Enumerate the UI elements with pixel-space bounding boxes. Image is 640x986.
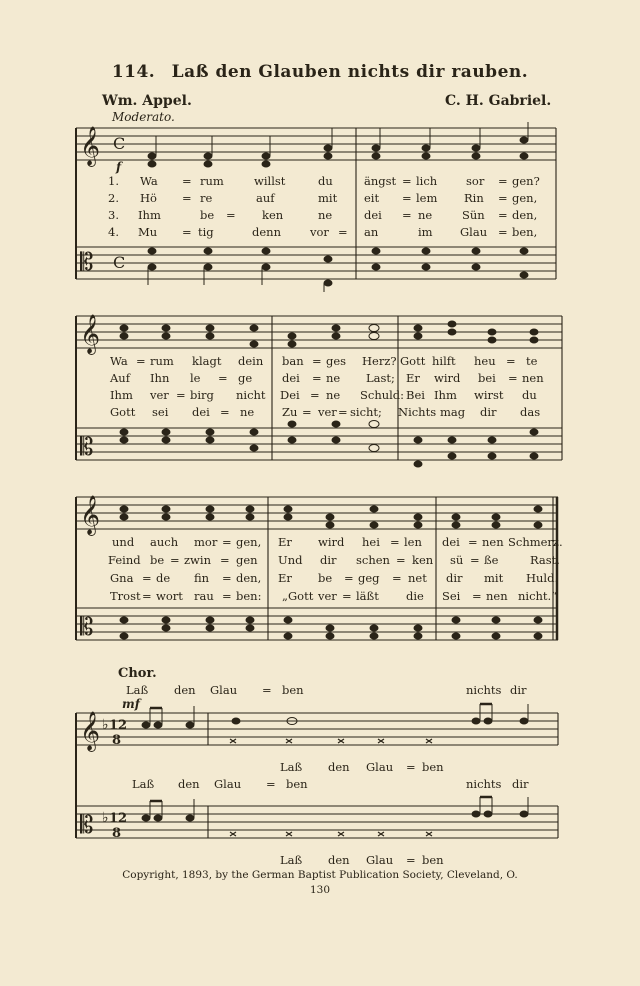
- lyric-syllable: dei: [282, 371, 300, 385]
- lyric-syllable: Ihm: [110, 388, 133, 402]
- lyric-syllable: ne: [326, 388, 341, 402]
- svg-text:8: 8: [112, 826, 122, 841]
- lyric-syllable: Auf: [110, 371, 130, 385]
- lyric-syllable: im: [418, 225, 433, 239]
- lyric-syllable: dir: [510, 683, 527, 697]
- lyric-syllable: =: [338, 405, 348, 419]
- lyric-syllable: ne: [418, 208, 433, 222]
- lyric-syllable: =: [506, 354, 516, 368]
- system-3-bass-staff: [76, 608, 558, 640]
- svg-text:12: 12: [109, 718, 128, 733]
- lyric-syllable: hei: [362, 535, 380, 549]
- lyric-syllable: tig: [198, 225, 214, 239]
- lyric-syllable: Schmerz.: [508, 535, 563, 549]
- lyric-syllable: dir: [320, 553, 337, 567]
- lyric-syllable: =: [142, 589, 152, 603]
- lyric-syllable: mor: [194, 535, 218, 549]
- chorus-treble-staff: [76, 713, 558, 745]
- lyric-syllable: =: [182, 225, 192, 239]
- chorus-upper-lyrics: [0, 683, 640, 699]
- lyric-syllable: =: [402, 174, 412, 188]
- lyric-syllable: auch: [150, 535, 179, 549]
- system-3-treble-staff: [76, 497, 558, 529]
- lyric-syllable: Glau: [460, 225, 488, 239]
- lyric-syllable: Huld.: [526, 571, 559, 585]
- lyric-syllable: ben: [286, 777, 308, 791]
- lyric-syllable: =: [344, 571, 354, 585]
- lyric-syllable: sei: [152, 405, 169, 419]
- lyric-syllable: Gott: [110, 405, 136, 419]
- lyric-syllable: =: [262, 683, 272, 697]
- lyric-syllable: re: [200, 191, 213, 205]
- lyric-syllable: wort: [156, 589, 183, 603]
- lyric-syllable: ne: [326, 371, 341, 385]
- dynamic-forte: f: [116, 160, 122, 174]
- lyric-syllable: net: [408, 571, 427, 585]
- lyric-syllable: Zu: [282, 405, 298, 419]
- lyric-syllable: Und: [278, 553, 303, 567]
- lyric-syllable: Wa: [110, 354, 128, 368]
- lyric-syllable: gen,: [512, 191, 538, 205]
- lyric-syllable: =: [136, 354, 146, 368]
- lyric-syllable: =: [472, 589, 482, 603]
- lyric-syllable: be: [200, 208, 215, 222]
- lyric-syllable: =: [182, 191, 192, 205]
- lyric-syllable: =: [342, 589, 352, 603]
- svg-text:C: C: [113, 134, 126, 153]
- svg-text:𝄡: 𝄡: [80, 811, 94, 839]
- system-3-verse-2: [0, 553, 640, 569]
- lyric-syllable: ge: [238, 371, 253, 385]
- lyric-syllable: wird: [318, 535, 345, 549]
- lyric-syllable: =: [222, 589, 232, 603]
- lyric-syllable: das: [520, 405, 541, 419]
- svg-text:𝄞: 𝄞: [80, 711, 101, 751]
- svg-text:𝄞: 𝄞: [80, 314, 101, 354]
- lyricist-credit: Wm. Appel.: [102, 93, 192, 109]
- chorus-middle-lyrics-a: [0, 760, 640, 776]
- lyric-syllable: ges: [326, 354, 347, 368]
- lyric-syllable: 4.: [108, 225, 119, 239]
- lyric-syllable: Mu: [138, 225, 158, 239]
- lyric-syllable: Last;: [366, 371, 395, 385]
- lyric-syllable: =: [170, 553, 180, 567]
- lyric-syllable: den: [328, 760, 350, 774]
- lyric-syllable: mag: [440, 405, 466, 419]
- lyric-syllable: Schuld:: [360, 388, 405, 402]
- lyric-syllable: nen: [486, 589, 508, 603]
- lyric-syllable: Laß: [280, 760, 303, 774]
- lyric-syllable: be: [150, 553, 165, 567]
- lyric-syllable: Er: [406, 371, 420, 385]
- lyric-syllable: Gott: [400, 354, 426, 368]
- lyric-syllable: 3.: [108, 208, 119, 222]
- copyright-notice: Copyright, 1893, by the German Baptist Publication Society, Cleveland, O.: [122, 869, 518, 881]
- svg-text:♭: ♭: [102, 717, 109, 733]
- lyric-syllable: rum: [200, 174, 224, 188]
- lyric-syllable: ben: [282, 683, 304, 697]
- lyric-syllable: dein: [238, 354, 264, 368]
- lyric-syllable: eit: [364, 191, 380, 205]
- system-1-verse-1: [0, 174, 640, 190]
- lyric-syllable: =: [310, 388, 320, 402]
- lyric-syllable: =: [142, 571, 152, 585]
- lyric-syllable: =: [220, 553, 230, 567]
- system-2-verse-1: [0, 354, 640, 370]
- lyric-syllable: dei: [442, 535, 460, 549]
- lyric-syllable: Herz?: [362, 354, 397, 368]
- lyric-syllable: =: [266, 777, 276, 791]
- lyric-syllable: =: [218, 371, 228, 385]
- lyric-syllable: sü: [450, 553, 464, 567]
- lyric-syllable: Glau: [366, 853, 394, 867]
- lyric-syllable: du: [522, 388, 537, 402]
- lyric-syllable: nichts: [466, 777, 502, 791]
- lyric-syllable: Laß: [126, 683, 149, 697]
- system-3-verse-3: [0, 571, 640, 587]
- lyric-syllable: Bei: [406, 388, 425, 402]
- lyric-syllable: klagt: [192, 354, 222, 368]
- lyric-syllable: nicht.“: [518, 589, 558, 603]
- lyric-syllable: dei: [192, 405, 210, 419]
- lyric-syllable: nen: [482, 535, 504, 549]
- lyric-syllable: =: [406, 853, 416, 867]
- lyric-syllable: =: [498, 174, 508, 188]
- system-2-verse-3: [0, 388, 640, 404]
- lyric-syllable: dir: [446, 571, 463, 585]
- lyric-syllable: =: [402, 208, 412, 222]
- chorus-bass-staff: [76, 806, 558, 838]
- lyric-syllable: Gna: [110, 571, 134, 585]
- lyric-syllable: auf: [256, 191, 275, 205]
- lyric-syllable: rum: [150, 354, 174, 368]
- svg-text:8: 8: [112, 733, 122, 748]
- lyric-syllable: =: [392, 571, 402, 585]
- system-1-verse-2: [0, 191, 640, 207]
- lyric-syllable: dir: [512, 777, 529, 791]
- svg-text:𝄞: 𝄞: [80, 495, 101, 535]
- lyric-syllable: 1.: [108, 174, 119, 188]
- hymn-number: 114.: [111, 62, 156, 82]
- lyric-syllable: ken: [262, 208, 284, 222]
- lyric-syllable: Glau: [214, 777, 242, 791]
- lyric-syllable: Sei: [442, 589, 461, 603]
- lyric-syllable: ne: [240, 405, 255, 419]
- lyric-syllable: Er: [278, 535, 292, 549]
- lyric-syllable: und: [112, 535, 135, 549]
- chorus-lower-lyrics: [0, 853, 640, 869]
- svg-text:𝄡: 𝄡: [80, 248, 94, 276]
- lyric-syllable: =: [390, 535, 400, 549]
- lyric-syllable: rau: [194, 589, 214, 603]
- lyric-syllable: =: [222, 535, 232, 549]
- lyric-syllable: =: [338, 225, 348, 239]
- lyric-syllable: =: [302, 405, 312, 419]
- lyric-syllable: ban: [282, 354, 304, 368]
- lyric-syllable: =: [468, 535, 478, 549]
- hymn-title: Laß den Glauben nichts dir rauben.: [171, 62, 529, 82]
- lyric-syllable: den,: [512, 208, 538, 222]
- lyric-syllable: Rast.: [530, 553, 560, 567]
- lyric-syllable: ße: [484, 553, 499, 567]
- svg-text:12: 12: [109, 811, 128, 826]
- lyric-syllable: =: [470, 553, 480, 567]
- lyric-syllable: Hö: [140, 191, 157, 205]
- lyric-syllable: an: [364, 225, 379, 239]
- lyric-syllable: willst: [254, 174, 286, 188]
- lyric-syllable: denn: [252, 225, 281, 239]
- lyric-syllable: ben:: [236, 589, 262, 603]
- lyric-syllable: sicht;: [350, 405, 382, 419]
- lyric-syllable: hilft: [432, 354, 456, 368]
- lyric-syllable: ver: [318, 589, 337, 603]
- lyric-syllable: geg: [358, 571, 380, 585]
- lyric-syllable: =: [498, 208, 508, 222]
- lyric-syllable: ben: [422, 853, 444, 867]
- lyric-syllable: =: [176, 388, 186, 402]
- lyric-syllable: ken: [412, 553, 434, 567]
- lyric-syllable: be: [318, 571, 333, 585]
- lyric-syllable: =: [220, 405, 230, 419]
- lyric-syllable: sor: [466, 174, 485, 188]
- lyric-syllable: vor: [310, 225, 329, 239]
- lyric-syllable: nen: [522, 371, 544, 385]
- dynamic-mezzoforte: mf: [122, 697, 140, 711]
- lyric-syllable: heu: [474, 354, 496, 368]
- lyric-syllable: den: [328, 853, 350, 867]
- chorus-middle-lyrics-b: [0, 777, 640, 793]
- lyric-syllable: Er: [278, 571, 292, 585]
- lyric-syllable: le: [190, 371, 201, 385]
- lyric-syllable: len: [404, 535, 422, 549]
- system-3-verse-4: [0, 589, 640, 605]
- svg-text:♭: ♭: [102, 810, 109, 826]
- lyric-syllable: läßt: [356, 589, 379, 603]
- page-number: 130: [309, 884, 331, 896]
- lyric-syllable: Ihm: [138, 208, 161, 222]
- lyric-syllable: mit: [484, 571, 504, 585]
- lyric-syllable: =: [312, 371, 322, 385]
- svg-text:C: C: [113, 253, 126, 272]
- system-1-verse-3: [0, 208, 640, 224]
- lyric-syllable: Trost: [110, 589, 141, 603]
- lyric-syllable: schen: [356, 553, 390, 567]
- lyric-syllable: den: [178, 777, 200, 791]
- lyric-syllable: =: [396, 553, 406, 567]
- lyric-syllable: Laß: [280, 853, 303, 867]
- lyric-syllable: bei: [478, 371, 496, 385]
- lyric-syllable: Ihm: [434, 388, 457, 402]
- lyric-syllable: =: [226, 208, 236, 222]
- chorus-label: Chor.: [118, 666, 157, 681]
- lyric-syllable: Feind: [108, 553, 141, 567]
- lyric-syllable: gen?: [512, 174, 540, 188]
- lyric-syllable: ben: [422, 760, 444, 774]
- lyric-syllable: Glau: [366, 760, 394, 774]
- lyric-syllable: wird: [434, 371, 461, 385]
- lyric-syllable: de: [156, 571, 171, 585]
- lyric-syllable: dir: [480, 405, 497, 419]
- lyric-syllable: Glau: [210, 683, 238, 697]
- lyric-syllable: ver: [150, 388, 169, 402]
- lyric-syllable: =: [498, 191, 508, 205]
- svg-text:𝄡: 𝄡: [80, 433, 94, 461]
- lyric-syllable: =: [222, 571, 232, 585]
- lyric-syllable: =: [402, 191, 412, 205]
- lyric-syllable: den: [174, 683, 196, 697]
- lyric-syllable: Ihn: [150, 371, 170, 385]
- lyric-syllable: Nichts: [398, 405, 437, 419]
- lyric-syllable: fin: [194, 571, 210, 585]
- lyric-syllable: nicht: [236, 388, 266, 402]
- lyric-syllable: ängst: [364, 174, 397, 188]
- lyric-syllable: Rin: [464, 191, 484, 205]
- lyric-syllable: wirst: [474, 388, 504, 402]
- lyric-syllable: du: [318, 174, 333, 188]
- lyric-syllable: lich: [416, 174, 438, 188]
- lyric-syllable: lem: [416, 191, 438, 205]
- lyric-syllable: die: [406, 589, 424, 603]
- lyric-syllable: mit: [318, 191, 338, 205]
- tempo-marking: Moderato.: [112, 110, 175, 124]
- lyric-syllable: =: [182, 174, 192, 188]
- lyric-syllable: Sün: [462, 208, 485, 222]
- lyric-syllable: Wa: [140, 174, 158, 188]
- lyric-syllable: gen,: [236, 535, 262, 549]
- system-1-verse-4: [0, 225, 640, 241]
- svg-text:𝄞: 𝄞: [80, 126, 101, 166]
- lyric-syllable: gen: [236, 553, 258, 567]
- lyric-syllable: =: [312, 354, 322, 368]
- lyric-syllable: Laß: [132, 777, 155, 791]
- system-2-verse-2: [0, 371, 640, 387]
- lyric-syllable: =: [498, 225, 508, 239]
- lyric-syllable: nichts: [466, 683, 502, 697]
- svg-text:𝄡: 𝄡: [80, 613, 94, 641]
- lyric-syllable: =: [406, 760, 416, 774]
- lyric-syllable: ben,: [512, 225, 538, 239]
- lyric-syllable: te: [526, 354, 538, 368]
- lyric-syllable: ver: [318, 405, 337, 419]
- lyric-syllable: dei: [364, 208, 382, 222]
- lyric-syllable: zwin: [184, 553, 211, 567]
- lyric-syllable: birg: [190, 388, 214, 402]
- lyric-syllable: „Gott: [282, 589, 314, 603]
- lyric-syllable: 2.: [108, 191, 119, 205]
- system-2-verse-4: [0, 405, 640, 421]
- lyric-syllable: =: [508, 371, 518, 385]
- composer-credit: C. H. Gabriel.: [445, 93, 552, 109]
- lyric-syllable: Dei: [280, 388, 300, 402]
- lyric-syllable: den,: [236, 571, 262, 585]
- system-3-verse-1: [0, 535, 640, 551]
- lyric-syllable: ne: [318, 208, 333, 222]
